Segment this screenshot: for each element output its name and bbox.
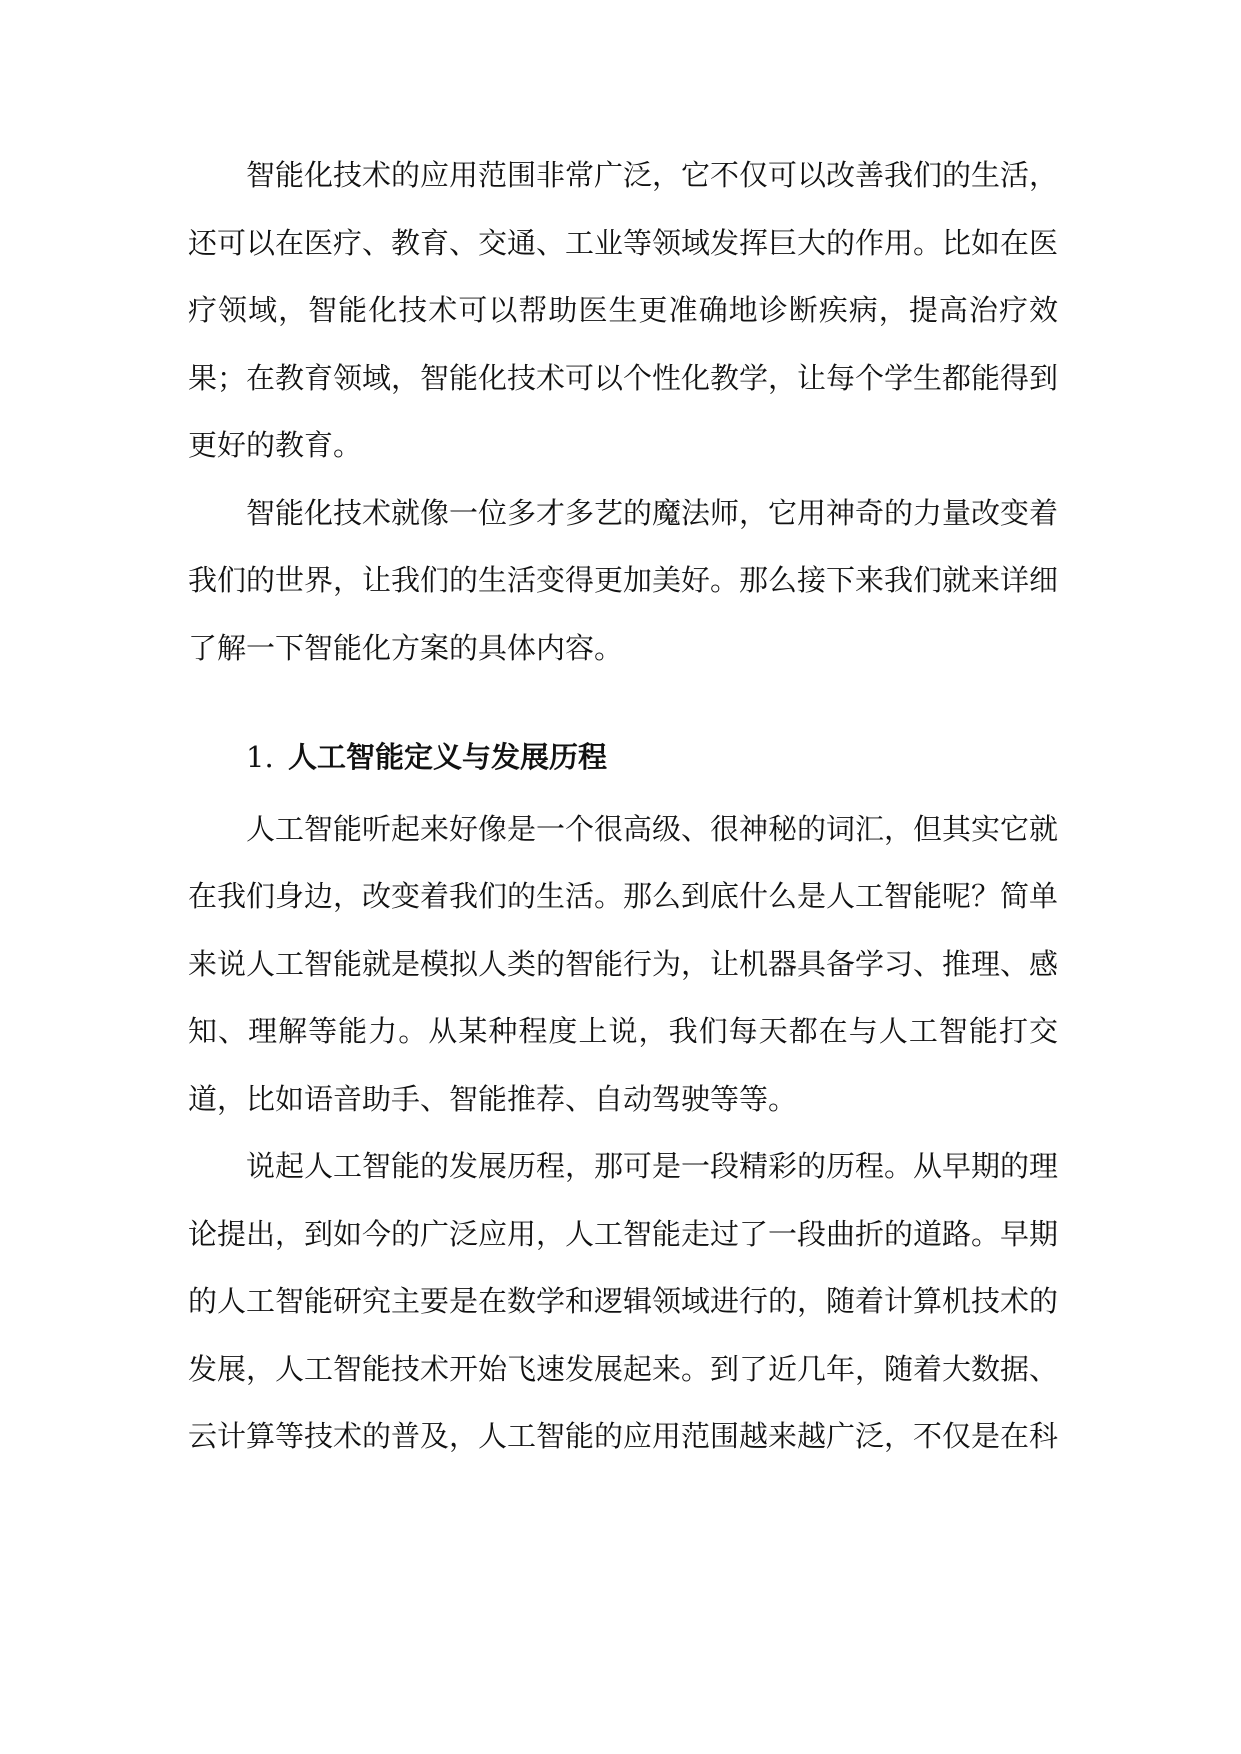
section-title: 人工智能定义与发展历程 — [288, 740, 608, 774]
document-body — [188, 142, 1058, 1471]
paragraph-1: 智能化技术的应用范围非常广泛，它不仅可以改善我们的生活，还可以在医疗、教育、交通、工业等领域发挥巨大的作用。比如在医疗领域，智能化技术可以帮助医生更准确地诊断疾病，提高治疗效果；在教育领域，智能化技术可以个性化教学，让每个学生都能得到更好的教育。 — [188, 158, 1059, 462]
paragraph-4: 说起人工智能的发展历程，那可是一段精彩的历程。从早期的理论提出，到如今的广泛应用，人工智能走过了一段曲折的道路。早期的人工智能研究主要是在数学和逻辑领域进行的，随着计算机技术的发展，人工智能技术开始飞速发展起来。到了近几年，随着大数据、云计算等技术的普及，人工智能的应用范围越来越广泛，不仅是在科 — [188, 1149, 1059, 1453]
section-number: 1. — [246, 740, 274, 774]
paragraph-2: 智能化技术就像一位多才多艺的魔法师，它用神奇的力量改变着我们的世界，让我们的生活变得更加美好。那么接下来我们就来详细了解一下智能化方案的具体内容。 — [188, 495, 1059, 665]
paragraph-3: 人工智能听起来好像是一个很高级、很神秘的词汇，但其实它就在我们身边，改变着我们的生活。那么到底什么是人工智能呢？简单来说人工智能就是模拟人类的智能行为，让机器具备学习、推理、感知、理解等能力。从某种程度上说，我们每天都在与人工智能打交道，比如语音助手、智能推荐、自动驾驶等等。 — [188, 811, 1059, 1116]
section-heading — [188, 682, 1058, 796]
